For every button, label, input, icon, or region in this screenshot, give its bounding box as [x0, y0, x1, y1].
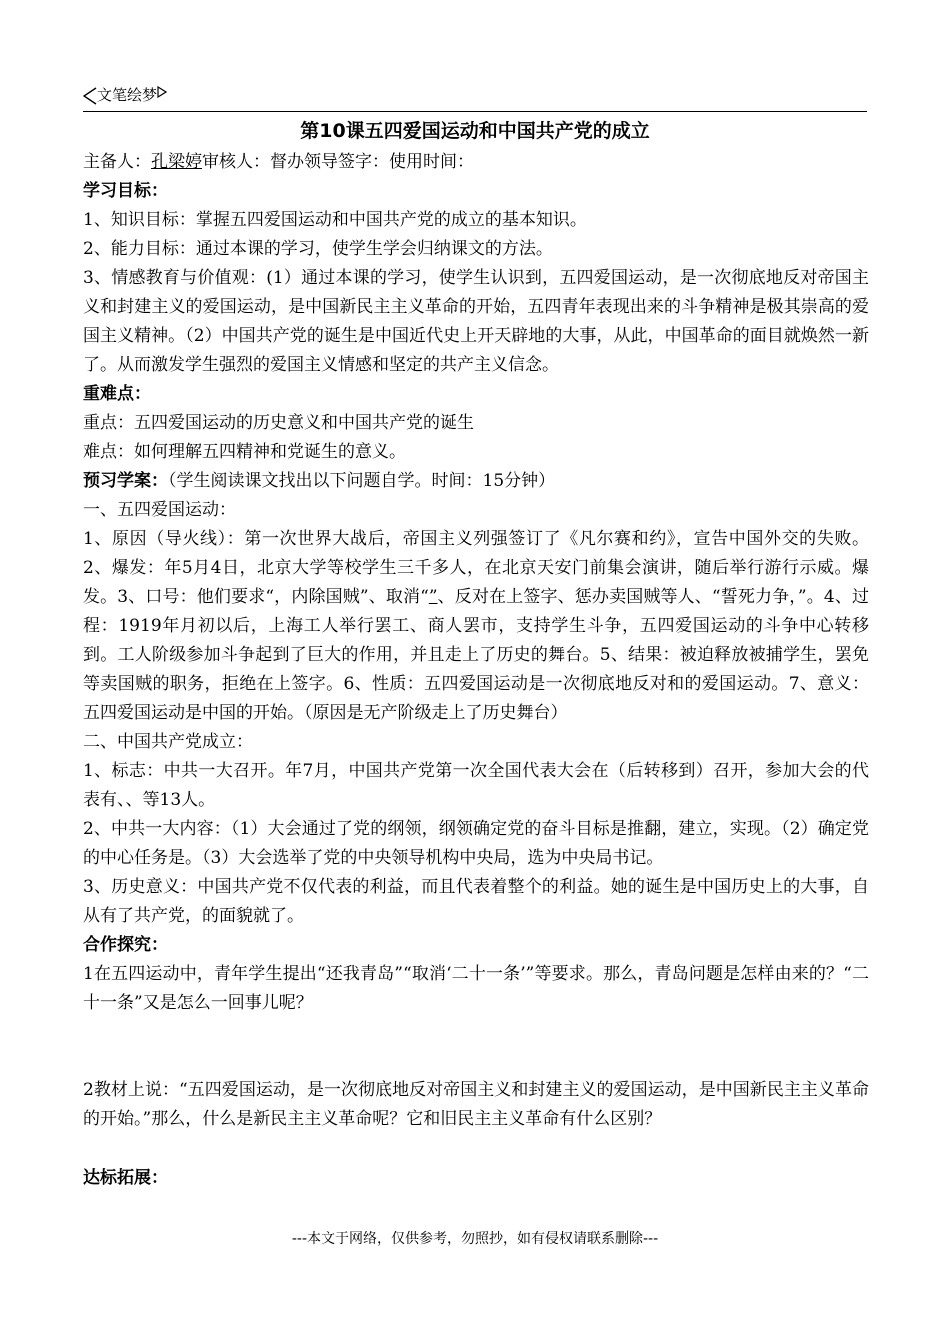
- right-triangle-icon: [157, 86, 167, 98]
- preview-line: [83, 467, 869, 496]
- header-rule: [83, 111, 867, 112]
- header-brand: 文笔绘梦: [97, 86, 158, 104]
- coop-question-2: 2教材上说：“五四爱国运动，是一次彻底地反对帝国主义和封建主义的爱国运动，是中国新民主主义革命的开始。”那么，什么是新民主主义革命呢？它和旧民主主义革命有什么区别？: [83, 1080, 869, 1129]
- preview-note: （学生阅读课文找出以下问题自学。时间：15分钟）: [168, 471, 556, 491]
- section-1-text: [83, 525, 869, 728]
- section-1-blank: ”: [428, 587, 438, 607]
- preview-heading: 预习学案：: [83, 471, 168, 491]
- section-2-p2: 2、中共一大内容：（1）大会通过了党的纲领，纲领确定党的奋斗目标是推翻，建立，实现。（2）确定党的中心任务是。（3）大会选举了党的中央领导机构中央局，选为中央局书记。: [83, 819, 869, 868]
- author-name: 孔梁婷: [151, 152, 202, 172]
- goal-2: 2、能力目标：通过本课的学习，使学生学会归纳课文的方法。: [83, 239, 553, 259]
- meta-rest: 审核人：督办领导签字：使用时间：: [202, 152, 474, 172]
- document-body: [83, 148, 869, 1193]
- goal-3: 3、情感教育与价值观：(1）通过本课的学习，使学生认识到，五四爱国运动，是一次彻底地反对帝国主义和封建主义的爱国运动，是中国新民主主义革命的开始，五四青年表现出来的斗争精神是极其崇高的爱国主义精神。（2）中国共产党的诞生是中国近代史上开天辟地的大事，从此，中国革命的面目就焕然一新了。从而激发学生强烈的爱国主义情感和坚定的共产主义信念。: [83, 268, 869, 375]
- goals-heading: 学习目标：: [83, 181, 168, 201]
- meta-prefix: 主备人：: [83, 152, 151, 172]
- section-2-title: 二、中国共产党成立：: [83, 732, 253, 752]
- left-triangle-icon: [83, 87, 97, 105]
- footer-note: ---本文于网络，仅供参考，勿照抄，如有侵权请联系删除---: [291, 1231, 659, 1247]
- meta-line: [83, 148, 869, 177]
- section-1-text-a: 1、原因（导火线）：第一次世界大战后，帝国主义列强签订了《凡尔赛和约》，宣告中国外交的失败。2、爆发：年5月4日，北京大学等校学生三千多人，在北京天安门前集会演讲，随后举行游行示威。爆发。3、口号：他们要求“，内除国贼”、取消“: [83, 529, 869, 607]
- goal-1: 1、知识目标：掌握五四爱国运动和中国共产党的成立的基本知识。: [83, 210, 587, 230]
- answer-space-1: [83, 1018, 869, 1076]
- page-title: 第10课五四爱国运动和中国共产党的成立: [300, 120, 650, 142]
- coop-heading: 合作探究：: [83, 935, 168, 955]
- answer-space-2: [83, 1134, 869, 1164]
- section-2-p3: 3、历史意义：中国共产党不仅代表的利益，而且代表着整个的利益。她的诞生是中国历史上的大事，自从有了共产党，的面貌就了。: [83, 877, 869, 926]
- difficulty-heading: 重难点：: [83, 384, 151, 404]
- hard-point: 难点：如何理解五四精神和党诞生的意义。: [83, 442, 406, 462]
- section-2-p1: 1、标志：中共一大召开。年7月，中国共产党第一次全国代表大会在（后转移到）召开，参加大会的代表有、、等13人。: [83, 761, 869, 810]
- page-header: [83, 84, 867, 112]
- section-1-title: 一、五四爱国运动：: [83, 500, 236, 520]
- coop-question-1: 1在五四运动中，青年学生提出“还我青岛”“取消‘二十一条’”等要求。那么，青岛问题是怎样由来的？“二十一条”又是怎么一回事儿呢？: [83, 964, 869, 1013]
- extend-heading: 达标拓展：: [83, 1168, 168, 1188]
- key-point: 重点：五四爱国运动的历史意义和中国共产党的诞生: [83, 413, 474, 433]
- section-1-text-b: 、反对在上签字、惩办卖国贼等人、“誓死力争，”。4、过程：1919年月初以后，上海工人举行罢工、商人罢市，支持学生斗争，五四爱国运动的斗争中心转移到。工人阶级参加斗争起到了巨大的作用，并且走上了历史的舞台。5、结果：被迫释放被捕学生，罢免等卖国贼的职务，拒绝在上签字。6、性质：五四爱国运动是一次彻底地反对和的爱国运动。7、意义：五四爱国运动是中国的开始。（原因是无产阶级走上了历史舞台）: [83, 587, 869, 723]
